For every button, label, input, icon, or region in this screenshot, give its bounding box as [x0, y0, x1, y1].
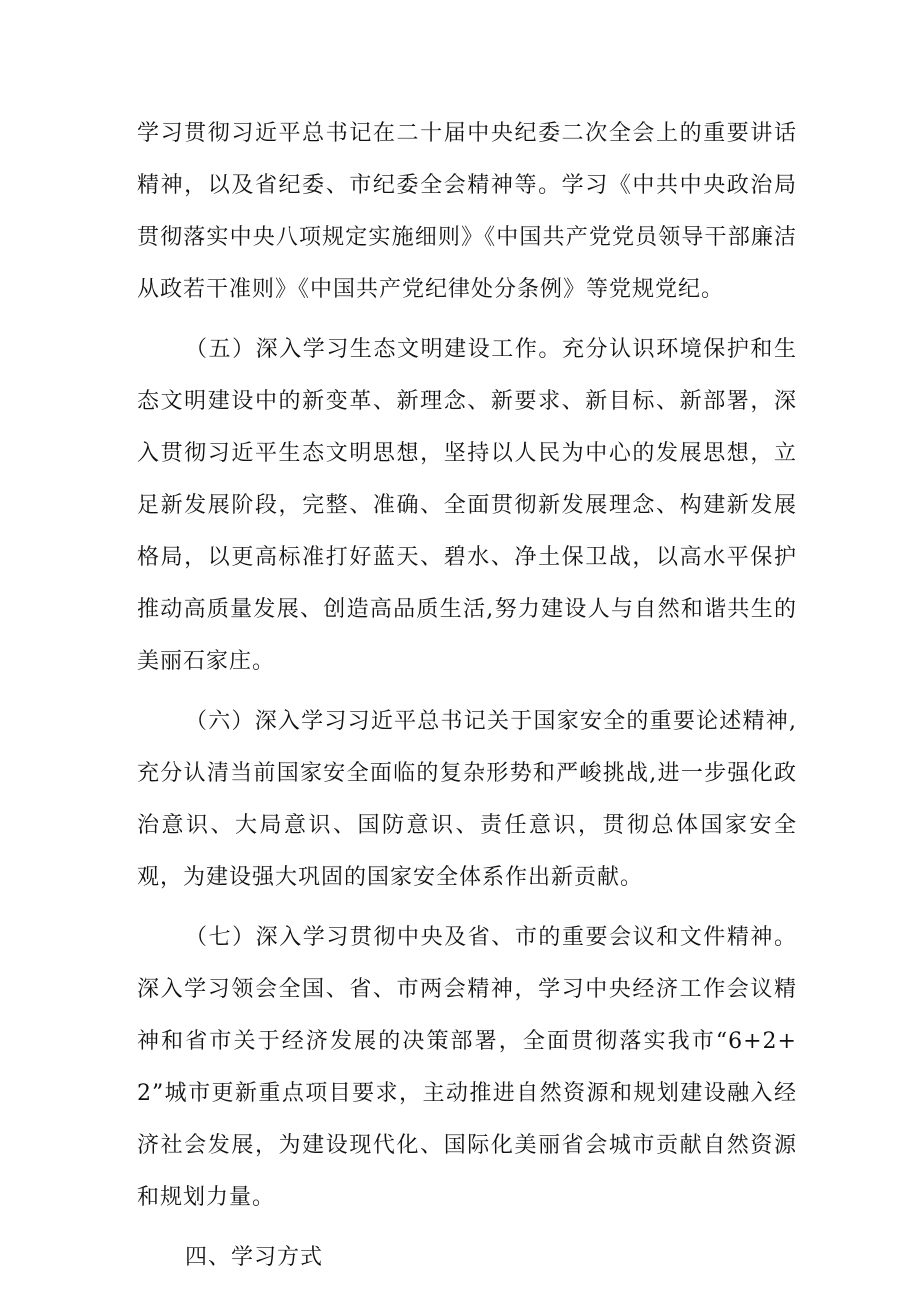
section-heading-study-method: 四、学习方式 — [185, 1245, 324, 1270]
paragraph-intro: 学习贯彻习近平总书记在二十届中央纪委二次全会上的重要讲话精神，以及省纪委、市纪委全会精神等。学习《中共中央政治局贯彻落实中央八项规定实施细则》《中国共产党党员领导干部廉洁从政若干准则》《中国共产党纪律处分条例》等党规党纪。 — [137, 121, 797, 302]
document-body — [137, 108, 797, 1284]
paragraph-section-seven: （七）深入学习贯彻中央及省、市的重要会议和文件精神。深入学习领会全国、省、市两会精神，学习中央经济工作会议精神和省市关于经济发展的决策部署，全面贯彻落实我市“6+2+2”城市更新重点项目要求，主动推进自然资源和规划建设融入经济社会发展，为建设现代化、国际化美丽省会城市贡献自然资源和规划力量。 — [137, 925, 797, 1210]
paragraph-section-six: （六）深入学习习近平总书记关于国家安全的重要论述精神,充分认清当前国家安全面临的复杂形势和严峻挑战,进一步强化政治意识、大局意识、国防意识、责任意识，贯彻总体国家安全观，为建设强大巩固的国家安全体系作出新贡献。 — [137, 709, 797, 890]
paragraph-section-five: （五）深入学习生态文明建设工作。充分认识环境保护和生态文明建设中的新变革、新理念、新要求、新目标、新部署，深入贯彻习近平生态文明思想，坚持以人民为中心的发展思想，立足新发展阶段，完整、准确、全面贯彻新发展理念、构建新发展格局，以更高标准打好蓝天、碧水、净土保卫战，以高水平保护推动高质量发展、创造高品质生活,努力建设人与自然和谐共生的美丽石家庄。 — [137, 337, 797, 674]
